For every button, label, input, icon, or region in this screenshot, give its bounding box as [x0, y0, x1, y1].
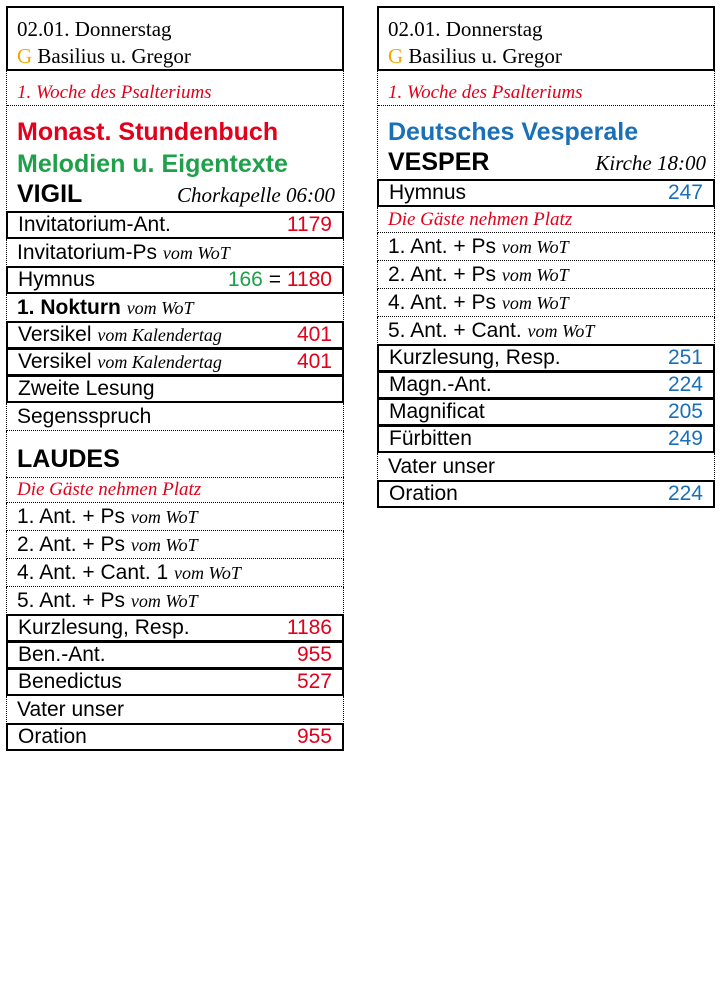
right-book-title: Deutsches Vesperale — [388, 118, 639, 146]
vesper-title: VESPER — [388, 148, 490, 176]
laudes-kurzlesung-row: Kurzlesung, Resp. 1186 — [6, 614, 344, 642]
left-date: 02.01. Donnerstag — [17, 17, 172, 41]
laudes-vater-unser-row: Vater unser — [6, 696, 344, 724]
laudes-benedictus-row: Benedictus 527 — [6, 668, 344, 696]
right-intro-section — [377, 71, 715, 180]
vesper-ant2-row: 2. Ant. + Ps vom WoT — [377, 261, 715, 289]
vigil-invitatorium-ps-row: Invitatorium-Ps vom WoT — [6, 239, 344, 267]
left-saint: Basilius u. Gregor — [37, 44, 191, 68]
laudes-oration-row: Oration 955 — [6, 723, 344, 751]
vesper-magnificat-row: Magnificat 205 — [377, 398, 715, 426]
vesper-vater-unser-row: Vater unser — [377, 453, 715, 481]
vigil-zweite-lesung-row: Zweite Lesung — [6, 375, 344, 403]
laudes-heading — [7, 445, 343, 477]
vigil-hymnus-row: Hymnus 166 = 1180 — [6, 266, 344, 294]
laudes-ben-ant-row: Ben.-Ant. 955 — [6, 641, 344, 669]
vesper-heading — [378, 148, 714, 180]
left-rank-letter: G — [17, 44, 33, 68]
right-column — [377, 6, 715, 508]
laudes-heading-section — [6, 431, 344, 477]
laudes-ant1-row: 1. Ant. + Ps vom WoT — [6, 503, 344, 531]
left-column — [6, 6, 344, 751]
left-intro-section — [6, 71, 344, 212]
laudes-ant5-row: 5. Ant. + Ps vom WoT — [6, 587, 344, 615]
left-psalter-week: 1. Woche des Psalteriums — [7, 71, 343, 106]
vesper-oration-row: Oration 224 — [377, 480, 715, 508]
right-date: 02.01. Donnerstag — [388, 17, 543, 41]
laudes-ant4-row: 4. Ant. + Cant. 1 vom WoT — [6, 559, 344, 587]
left-book-title: Monast. Stundenbuch — [17, 118, 279, 146]
right-psalter-week: 1. Woche des Psalteriums — [378, 71, 714, 106]
vigil-segensspruch-row: Segensspruch — [6, 403, 344, 431]
right-rank-letter: G — [388, 44, 404, 68]
vigil-nokturn-row: 1. Nokturn vom WoT — [6, 294, 344, 322]
vesper-magn-ant-row: Magn.-Ant. 224 — [377, 371, 715, 399]
vesper-fuerbitten-row: Fürbitten 249 — [377, 425, 715, 453]
vesper-kurzlesung-row: Kurzlesung, Resp. 251 — [377, 344, 715, 372]
right-saint: Basilius u. Gregor — [408, 44, 562, 68]
vigil-heading — [7, 180, 343, 212]
vesper-guests-note: Die Gäste nehmen Platz — [377, 207, 715, 233]
left-day-header — [6, 6, 344, 71]
vesper-hymnus-row: Hymnus 247 — [377, 179, 715, 207]
vesper-ant5-row: 5. Ant. + Cant. vom WoT — [377, 317, 715, 345]
vigil-title: VIGIL — [17, 180, 83, 208]
vigil-versikel-row-2: Versikel vom Kalendertag 401 — [6, 348, 344, 376]
laudes-guests-note: Die Gäste nehmen Platz — [6, 477, 344, 503]
vigil-place: Chorkapelle 06:00 — [176, 183, 335, 207]
vesper-ant4-row: 4. Ant. + Ps vom WoT — [377, 289, 715, 317]
vigil-invitatorium-ant-row: Invitatorium-Ant. 1179 — [6, 211, 344, 239]
laudes-title: LAUDES — [17, 445, 120, 473]
left-book-subtitle: Melodien u. Eigentexte — [17, 150, 288, 178]
right-day-header — [377, 6, 715, 71]
vesper-ant1-row: 1. Ant. + Ps vom WoT — [377, 233, 715, 261]
vigil-versikel-row-1: Versikel vom Kalendertag 401 — [6, 321, 344, 349]
laudes-ant2-row: 2. Ant. + Ps vom WoT — [6, 531, 344, 559]
vesper-place: Kirche 18:00 — [595, 151, 706, 175]
